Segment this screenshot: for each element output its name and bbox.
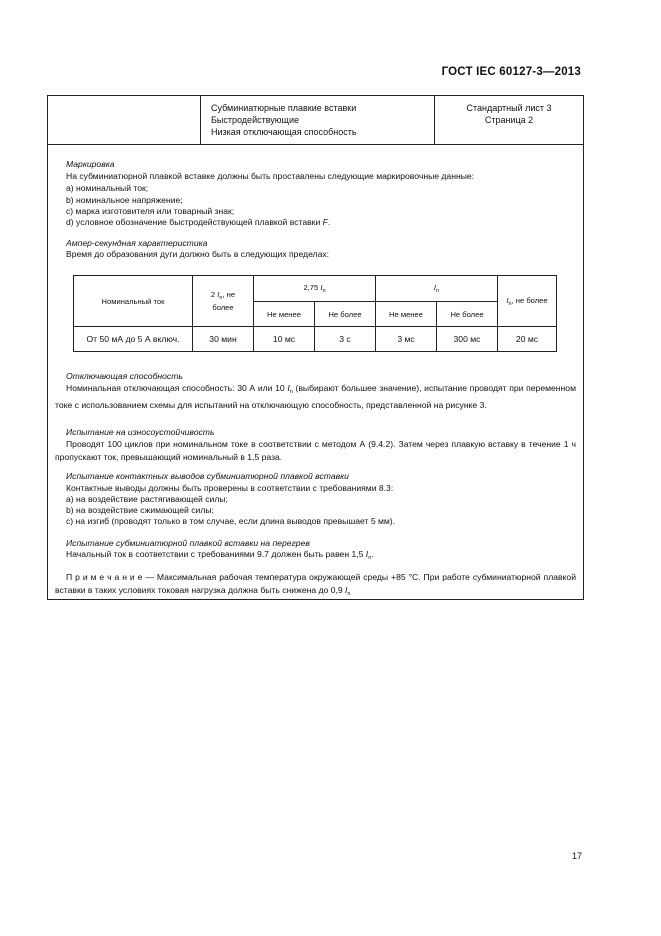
header-divider-left — [200, 95, 201, 145]
table-cell: От 50 мА до 5 А включ. — [74, 327, 193, 352]
overheat-text: Начальный ток в соответствии с требованиями 9.7 должен быть равен 1,5 $I_n$. — [66, 549, 374, 561]
col-2in: 2 $I_n$, не более — [193, 276, 254, 327]
marking-title: Маркировка — [66, 159, 115, 169]
terminals-item: b) на воздействие сжимающей силы; — [66, 505, 214, 515]
sub-not-less: Не менее — [376, 302, 437, 327]
note: П р и м е ч а н и е — Максимальная рабочая температура окружающей среды +85 °С. При работе субминиатюрной плавкой вставки в таких условиях токовая нагрузка должна быть снижена до 0,9 $I_n$ — [55, 572, 576, 597]
time-characteristic-table — [73, 275, 557, 352]
note-label: П р и м е ч а н и е — [66, 572, 143, 582]
header-title — [211, 102, 357, 138]
ampere-title: Ампер-секундная характеристика — [66, 238, 208, 248]
breaking-title: Отключающая способность — [66, 371, 183, 381]
terminals-title: Испытание контактных выводов субминиатюрной плавкой вставки — [66, 471, 349, 481]
table-cell: 300 мс — [437, 327, 498, 352]
ampere-intro: Время до образования дуги должно быть в следующих пределах: — [66, 249, 330, 259]
header-title-line: Низкая отключающая способность — [211, 127, 357, 137]
overheat-title: Испытание субминиатюрной плавкой вставки на перегрев — [66, 538, 310, 548]
sub-not-more: Не более — [315, 302, 376, 327]
endurance-title: Испытание на износоустойчивость — [66, 427, 215, 437]
table-cell: 30 мин — [193, 327, 254, 352]
endurance-text: Проводят 100 циклов при номинальном токе в соответствии с методом А (9.4.2). Затем через плавкую вставку в течение 1 ч пропускают ток, превышающий номинальный в 1,5 раза. — [55, 439, 576, 462]
marking-intro: На субминиатюрной плавкой вставке должны быть проставлены следующие маркировочные данные: — [66, 171, 475, 181]
sub-not-more: Не более — [437, 302, 498, 327]
marking-item: d) условное обозначение быстродействующей плавкой вставки F. — [66, 217, 331, 227]
col-in-max: $I_n$, не более — [498, 276, 557, 327]
marking-item: а) номинальный ток; — [66, 183, 149, 193]
terminals-item: с) на изгиб (проводят только в том случае, если длина выводов превышает 5 мм). — [66, 516, 396, 526]
terminals-item: а) на воздействие растягивающей силы; — [66, 494, 228, 504]
standard-code: ГОСТ IEC 60127-3—2013 — [441, 66, 581, 78]
header-title-line: Быстродействующие — [211, 115, 299, 125]
col-275in: 2,75 $I_n$ — [254, 276, 376, 302]
marking-item: b) номинальное напряжение; — [66, 195, 183, 205]
marking-item: с) марка изготовителя или товарный знак; — [66, 206, 235, 216]
breaking-text: Номинальная отключающая способность: 30 А или 10 $I_n$ (выбирают большее значение), испытание проводят при переменном токе с использованием схемы для испытаний на отключающую способность, представленной на рисунке 3. — [55, 383, 576, 410]
table-cell: 3 с — [315, 327, 376, 352]
sub-not-less: Не менее — [254, 302, 315, 327]
table-row — [74, 327, 557, 352]
page-label: Страница 2 — [484, 115, 534, 125]
col-rated-current: Номинальный ток — [74, 276, 193, 327]
table-cell: 20 мс — [498, 327, 557, 352]
table-cell: 10 мс — [254, 327, 315, 352]
header-sheet-info — [434, 102, 584, 126]
col-in: $I_n$ — [376, 276, 498, 302]
table-cell: 3 мс — [376, 327, 437, 352]
header-title-line: Субминиатюрные плавкие вставки — [211, 103, 357, 113]
page-number: 17 — [572, 851, 583, 861]
terminals-intro: Контактные выводы должны быть проверены в соответствии с требованиями 8.3: — [66, 483, 394, 493]
sheet-label: Стандартный лист 3 — [466, 103, 552, 113]
